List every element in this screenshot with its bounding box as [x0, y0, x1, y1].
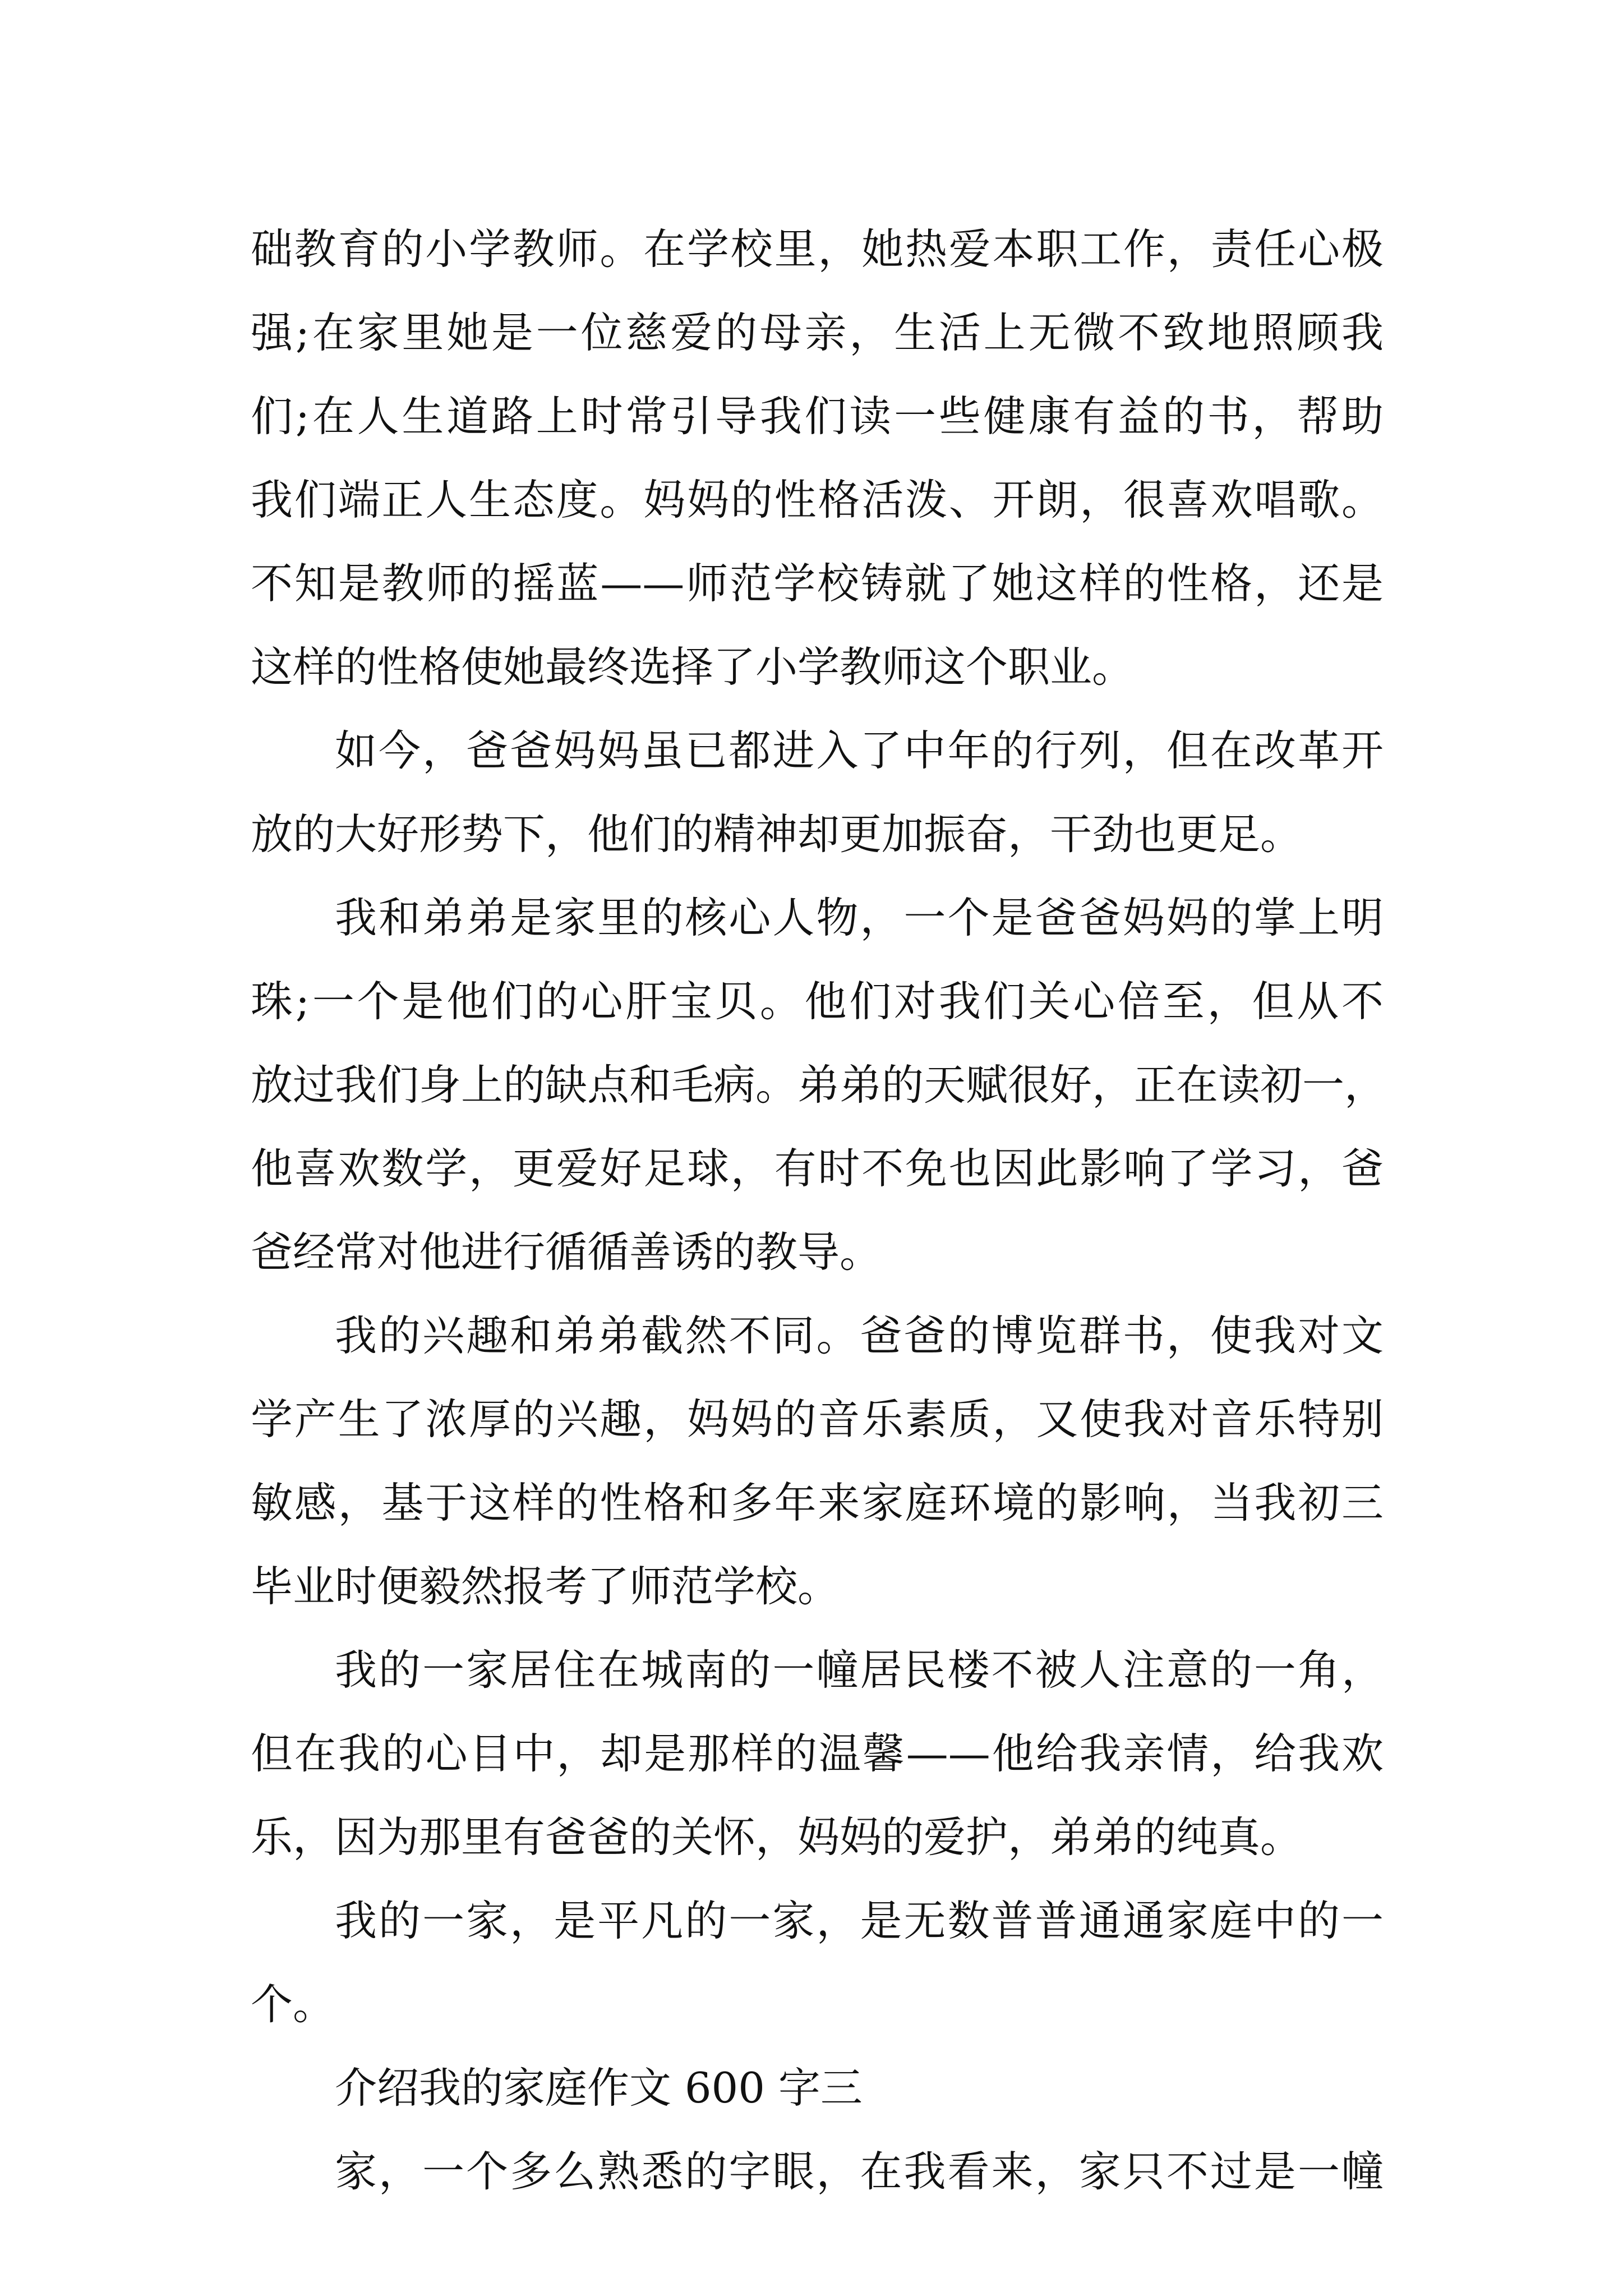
text-line: 我和弟弟是家里的核心人物，一个是爸爸妈妈的掌上明	[335, 893, 1384, 942]
text-line: 但在我的心目中，却是那样的温馨——他给我亲情，给我欢	[251, 1729, 1384, 1778]
text-line: 敏感，基于这样的性格和多年来家庭环境的影响，当我初三	[251, 1478, 1384, 1527]
text-line: 放过我们身上的缺点和毛病。弟弟的天赋很好，正在读初一，	[251, 1060, 1387, 1110]
text-line: 乐，因为那里有爸爸的关怀，妈妈的爱护，弟弟的纯真。	[251, 1812, 1303, 1862]
text-line: 他喜欢数学，更爱好足球，有时不免也因此影响了学习，爸	[251, 1144, 1384, 1193]
text-line: 爸经常对他进行循循善诱的教导。	[251, 1227, 882, 1277]
text-line: 介绍我的家庭作文 600 字三	[335, 2063, 863, 2113]
text-line: 我的一家居住在城南的一幢居民楼不被人注意的一角，	[335, 1645, 1384, 1695]
text-line: 我的兴趣和弟弟截然不同。爸爸的博览群书，使我对文	[335, 1311, 1384, 1360]
text-line: 们;在人生道路上时常引导我们读一些健康有益的书，帮助	[251, 392, 1384, 441]
text-line: 强;在家里她是一位慈爱的母亲，生活上无微不致地照顾我	[251, 308, 1384, 357]
text-line: 我们端正人生态度。妈妈的性格活泼、开朗，很喜欢唱歌。	[251, 475, 1384, 524]
text-line: 珠;一个是他们的心肝宝贝。他们对我们关心倍至，但从不	[251, 977, 1384, 1026]
text-line: 如今，爸爸妈妈虽已都进入了中年的行列，但在改革开	[335, 726, 1384, 775]
essay-body	[251, 208, 1387, 2214]
text-line: 这样的性格使她最终选择了小学教师这个职业。	[251, 642, 1135, 692]
text-line: 我的一家，是平凡的一家，是无数普普通通家庭中的一	[335, 1896, 1384, 1945]
text-line: 个。	[251, 1980, 335, 2029]
text-line: 础教育的小学教师。在学校里，她热爱本职工作，责任心极	[251, 224, 1384, 274]
text-line: 家，一个多么熟悉的字眼，在我看来，家只不过是一幢	[335, 2147, 1384, 2196]
text-line: 学产生了浓厚的兴趣，妈妈的音乐素质，又使我对音乐特别	[251, 1395, 1384, 1444]
text-line: 放的大好形势下，他们的精神却更加振奋，干劲也更足。	[251, 809, 1303, 859]
text-line: 不知是教师的摇蓝——师范学校铸就了她这样的性格，还是	[251, 559, 1384, 608]
text-line: 毕业时便毅然报考了师范学校。	[251, 1562, 840, 1611]
